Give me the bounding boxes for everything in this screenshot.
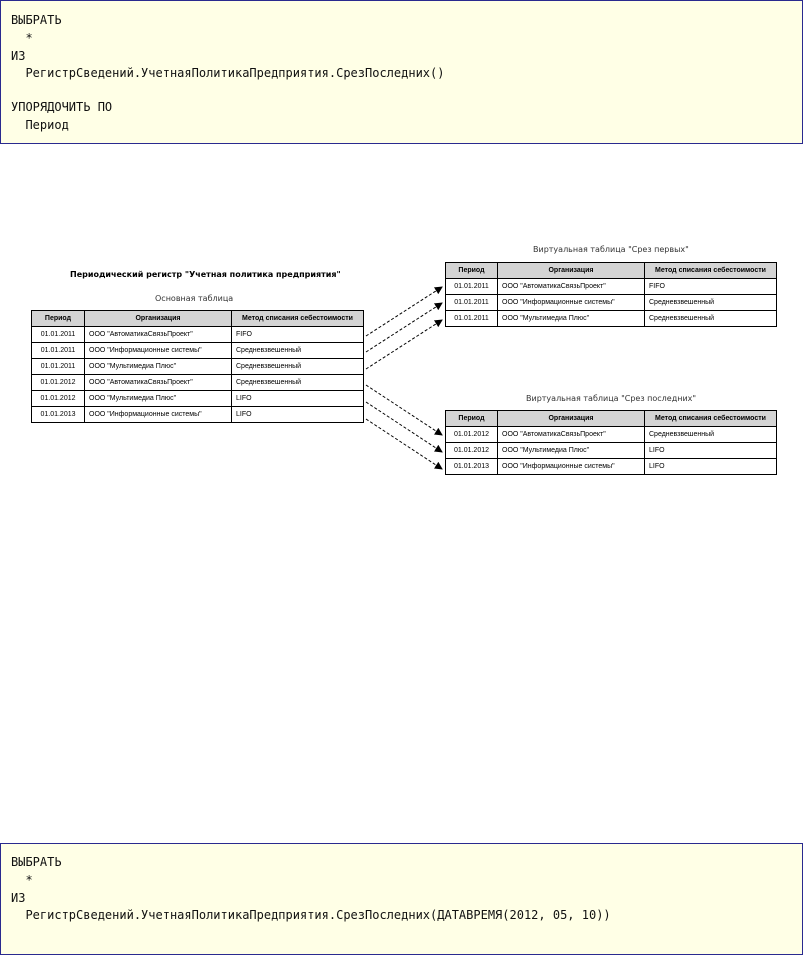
table-cell: 01.01.2012 <box>446 443 498 459</box>
table-cell: 01.01.2012 <box>32 391 85 407</box>
table-cell: Средневзвешенный <box>232 359 364 375</box>
table-cell: ООО "АвтоматикаСвязьПроект" <box>85 375 232 391</box>
code-line: * <box>11 873 33 887</box>
code-block-bottom <box>0 843 803 955</box>
column-header: Организация <box>498 263 645 279</box>
table-cell: 01.01.2011 <box>32 343 85 359</box>
code-line: РегистрСведений.УчетнаяПолитикаПредприятия.СрезПоследних(ДАТАВРЕМЯ(2012, 05, 10)) <box>11 908 611 922</box>
column-header: Организация <box>85 311 232 327</box>
column-header: Период <box>446 263 498 279</box>
code-line: ВЫБРАТЬ <box>11 13 62 27</box>
table-cell: LIFO <box>232 407 364 423</box>
table-cell: 01.01.2011 <box>32 327 85 343</box>
code-line: ИЗ <box>11 891 26 905</box>
table-cell: ООО "Информационные системы" <box>85 407 232 423</box>
table-cell: 01.01.2011 <box>32 359 85 375</box>
code-line: Период <box>11 118 69 132</box>
column-header: Период <box>32 311 85 327</box>
column-header: Организация <box>498 411 645 427</box>
arrow-line <box>366 287 442 336</box>
table-cell: LIFO <box>645 459 777 475</box>
last-slice-title: Виртуальная таблица "Срез последних" <box>526 394 697 403</box>
table-cell: LIFO <box>645 443 777 459</box>
table-cell: ООО "Мультимедиа Плюс" <box>498 311 645 327</box>
table-cell: LIFO <box>232 391 364 407</box>
table-cell: ООО "АвтоматикаСвязьПроект" <box>498 427 645 443</box>
code-line: РегистрСведений.УчетнаяПолитикаПредприятия.СрезПоследних() <box>11 66 445 80</box>
table-cell: Средневзвешенный <box>645 311 777 327</box>
code-line: УПОРЯДОЧИТЬ ПО <box>11 100 113 114</box>
code-line: ВЫБРАТЬ <box>11 855 62 869</box>
table-cell: ООО "Информационные системы" <box>85 343 232 359</box>
register-title: Периодический регистр "Учетная политика предприятия" <box>70 270 341 279</box>
column-header: Метод списания себестоимости <box>645 411 777 427</box>
table-cell: ООО "Информационные системы" <box>498 459 645 475</box>
table-cell: ООО "Информационные системы" <box>498 295 645 311</box>
code-line: ИЗ <box>11 49 26 63</box>
table-cell: FIFO <box>232 327 364 343</box>
table-cell: ООО "Мультимедиа Плюс" <box>85 359 232 375</box>
table-cell: 01.01.2013 <box>32 407 85 423</box>
main-table-title: Основная таблица <box>155 294 234 303</box>
first-slice-title: Виртуальная таблица "Срез первых" <box>533 245 689 254</box>
table-cell: Средневзвешенный <box>232 375 364 391</box>
code-line: * <box>11 31 33 45</box>
column-header: Период <box>446 411 498 427</box>
column-header: Метод списания себестоимости <box>645 263 777 279</box>
table-cell: 01.01.2012 <box>446 427 498 443</box>
table-cell: ООО "Мультимедиа Плюс" <box>498 443 645 459</box>
column-header: Метод списания себестоимости <box>232 311 364 327</box>
table-cell: Средневзвешенный <box>645 295 777 311</box>
table-cell: Средневзвешенный <box>645 427 777 443</box>
table-cell: FIFO <box>645 279 777 295</box>
table-cell: ООО "АвтоматикаСвязьПроект" <box>498 279 645 295</box>
table-cell: ООО "АвтоматикаСвязьПроект" <box>85 327 232 343</box>
table-cell: ООО "Мультимедиа Плюс" <box>85 391 232 407</box>
table-cell: 01.01.2011 <box>446 311 498 327</box>
table-cell: 01.01.2011 <box>446 279 498 295</box>
table-cell: Средневзвешенный <box>232 343 364 359</box>
table-cell: 01.01.2012 <box>32 375 85 391</box>
table-cell: 01.01.2013 <box>446 459 498 475</box>
table-cell: 01.01.2011 <box>446 295 498 311</box>
